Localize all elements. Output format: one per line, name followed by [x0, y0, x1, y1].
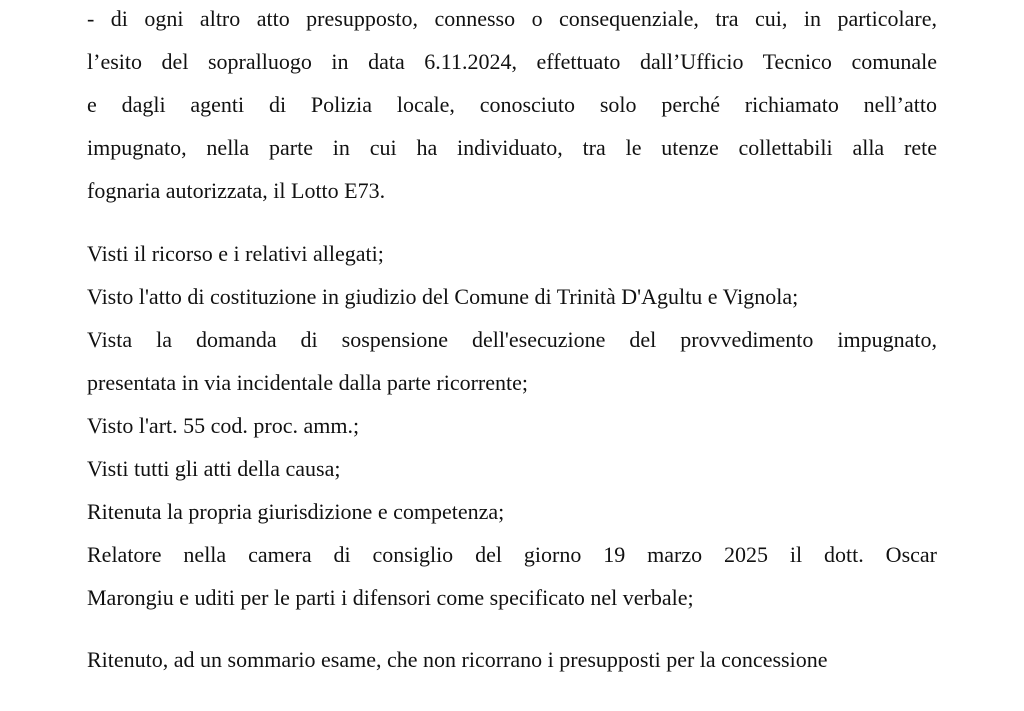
- paragraph-considerations: [87, 232, 937, 619]
- text-line: Visto l'art. 55 cod. proc. amm.;: [87, 413, 360, 438]
- text-line: Ritenuta la propria giurisdizione e competenza;: [87, 499, 505, 524]
- text-line: Visti il ricorso e i relativi allegati;: [87, 241, 384, 266]
- text-line: presentata in via incidentale dalla parte ricorrente;: [87, 370, 528, 395]
- text-line: fognaria autorizzata, il Lotto E73.: [87, 178, 386, 203]
- text-line: Visti tutti gli atti della causa;: [87, 456, 341, 481]
- paragraph-ruling: [87, 638, 937, 681]
- text-line: impugnato, nella parte in cui ha individuato, tra le utenze collettabili alla rete: [87, 135, 937, 160]
- text-line: - di ogni altro atto presupposto, connesso o consequenziale, tra cui, in particolare,: [87, 6, 937, 31]
- text-line: l’esito del sopralluogo in data 6.11.2024, effettuato dall’Ufficio Tecnico comunale: [87, 49, 937, 74]
- text-line: Visto l'atto di costituzione in giudizio del Comune di Trinità D'Agultu e Vignola;: [87, 284, 799, 309]
- text-line: Vista la domanda di sospensione dell'esecuzione del provvedimento impugnato,: [87, 327, 937, 352]
- text-line: Marongiu e uditi per le parti i difensori come specificato nel verbale;: [87, 585, 694, 610]
- text-line: Relatore nella camera di consiglio del giorno 19 marzo 2025 il dott. Oscar: [87, 542, 937, 567]
- paragraph-objections: [87, 0, 937, 212]
- text-line: e dagli agenti di Polizia locale, conosciuto solo perché richiamato nell’atto: [87, 92, 937, 117]
- text-line: Ritenuto, ad un sommario esame, che non ricorrano i presupposti per la concessione: [87, 647, 828, 672]
